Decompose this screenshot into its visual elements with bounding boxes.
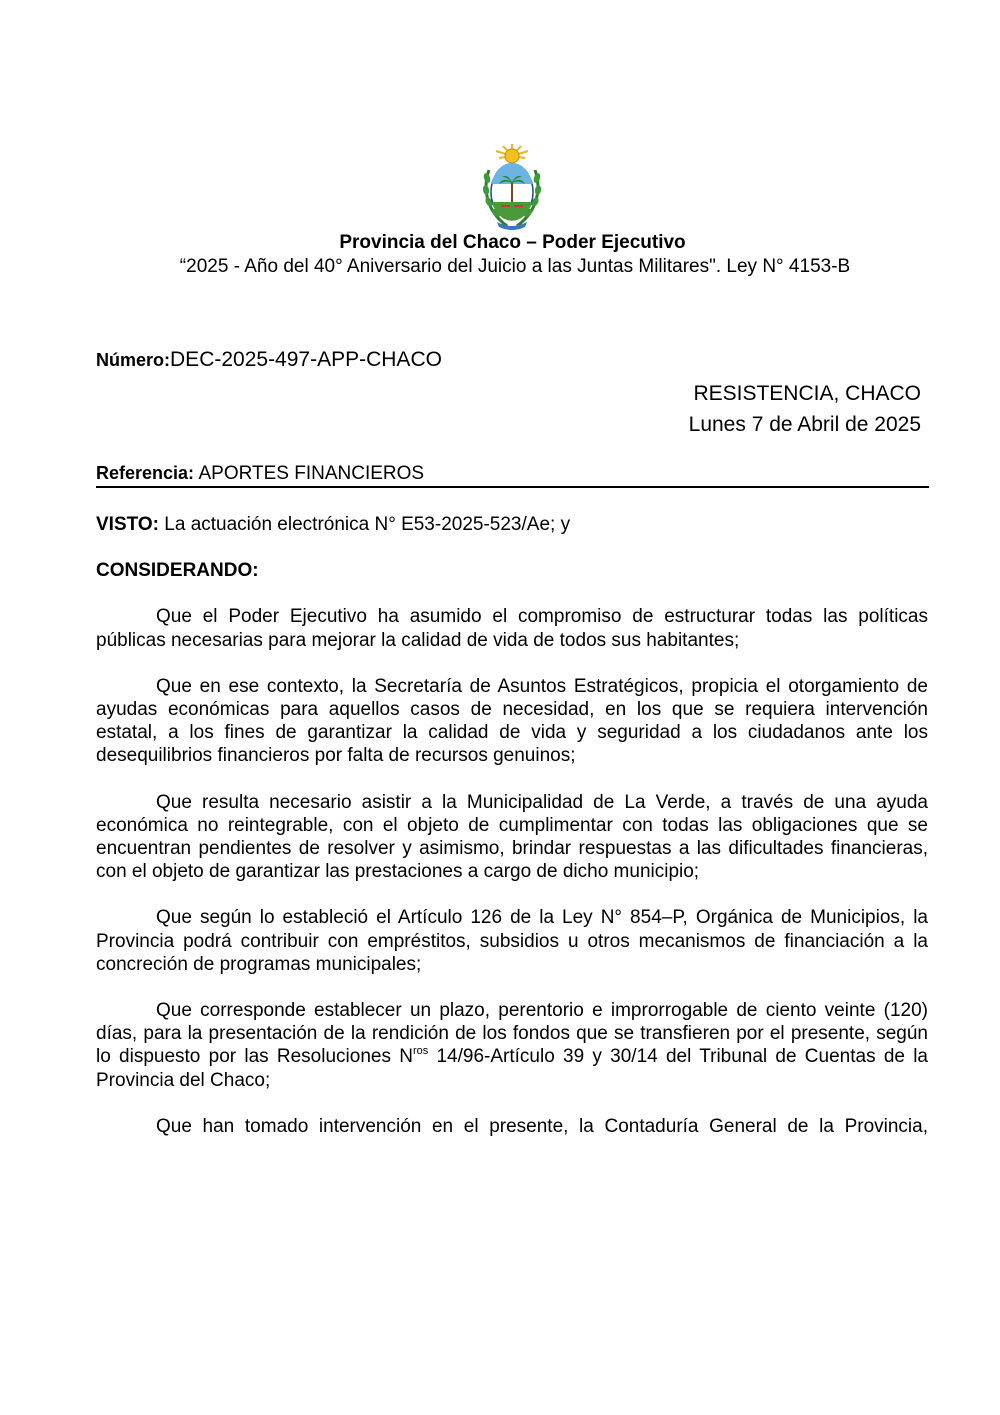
decree-number-value: DEC-2025-497-APP-CHACO — [170, 348, 442, 371]
visto-text: La actuación electrónica N° E53-2025-523/Ae; y — [159, 514, 571, 535]
paragraph: Que el Poder Ejecutivo ha asumido el compromiso de estructurar todas las políticas públicas necesarias para mejorar la calidad de vida de todos sus habitantes; — [96, 606, 928, 651]
place-and-date — [689, 378, 921, 440]
paragraph: Que han tomado intervención en el presente, la Contaduría General de la Provincia, — [156, 1115, 928, 1137]
year-motto: “2025 - Año del 40° Aniversario del Juicio a las Juntas Militares". Ley N° 4153-B — [179, 256, 851, 277]
date-line: Lunes 7 de Abril de 2025 — [688, 413, 921, 436]
document-body — [96, 513, 928, 1161]
superscript-ros: ros — [412, 1045, 429, 1058]
paragraph: Que en ese contexto, la Secretaría de Asuntos Estratégicos, propicia el otorgamiento de ayudas económicas para aquellos casos de necesidad, en los que se requiera intervención estatal, a los fines de garantizar la calidad de vida y seguridad a los ciudadanos ante los desequilibrios financieros por falta de recursos genuinos; — [96, 675, 928, 767]
government-heading: Provincia del Chaco – Poder Ejecutivo — [339, 232, 686, 253]
reference-value: APORTES FINANCIEROS — [198, 463, 425, 484]
paragraph: Que según lo estableció el Artículo 126 de la Ley N° 854–P, Orgánica de Municipios, la Provincia podrá contribuir con empréstitos, subsidios u otros mecanismos de financiación a la concreción de programas municipales; — [96, 907, 928, 975]
paragraph: Que resulta necesario asistir a la Municipalidad de La Verde, a través de una ayuda económica no reintegrable, con el objeto de cumplimentar con todas las obligaciones que se encuentran pendientes de resolver y asimismo, brindar respuestas a las dificultades financieras, con el objeto de garantizar las prestaciones a cargo de dicho municipio; — [96, 791, 928, 883]
visto-line — [96, 513, 928, 536]
paragraph-resoluciones: Que corresponde establecer un plazo, perentorio e improrrogable de ciento veinte (120) días, para la presentación de la rendición de los fondos que se transfieren por el presente, según lo dispuesto por las Resoluciones $N^{ros}$ 14/96-Artículo 39 y 30/14 del Tribunal de Cuentas de la Provincia del Chaco; — [96, 1000, 928, 1091]
considerando-label: CONSIDERANDO: — [96, 560, 259, 582]
decree-number-label: Número: — [96, 350, 171, 370]
visto-label: VISTO: — [96, 514, 159, 535]
city-line: RESISTENCIA, CHACO — [693, 382, 921, 405]
reference-line — [96, 463, 929, 488]
decree-number — [96, 348, 442, 372]
chaco-coat-of-arms-icon — [481, 142, 543, 232]
reference-label: Referencia: — [96, 463, 195, 483]
